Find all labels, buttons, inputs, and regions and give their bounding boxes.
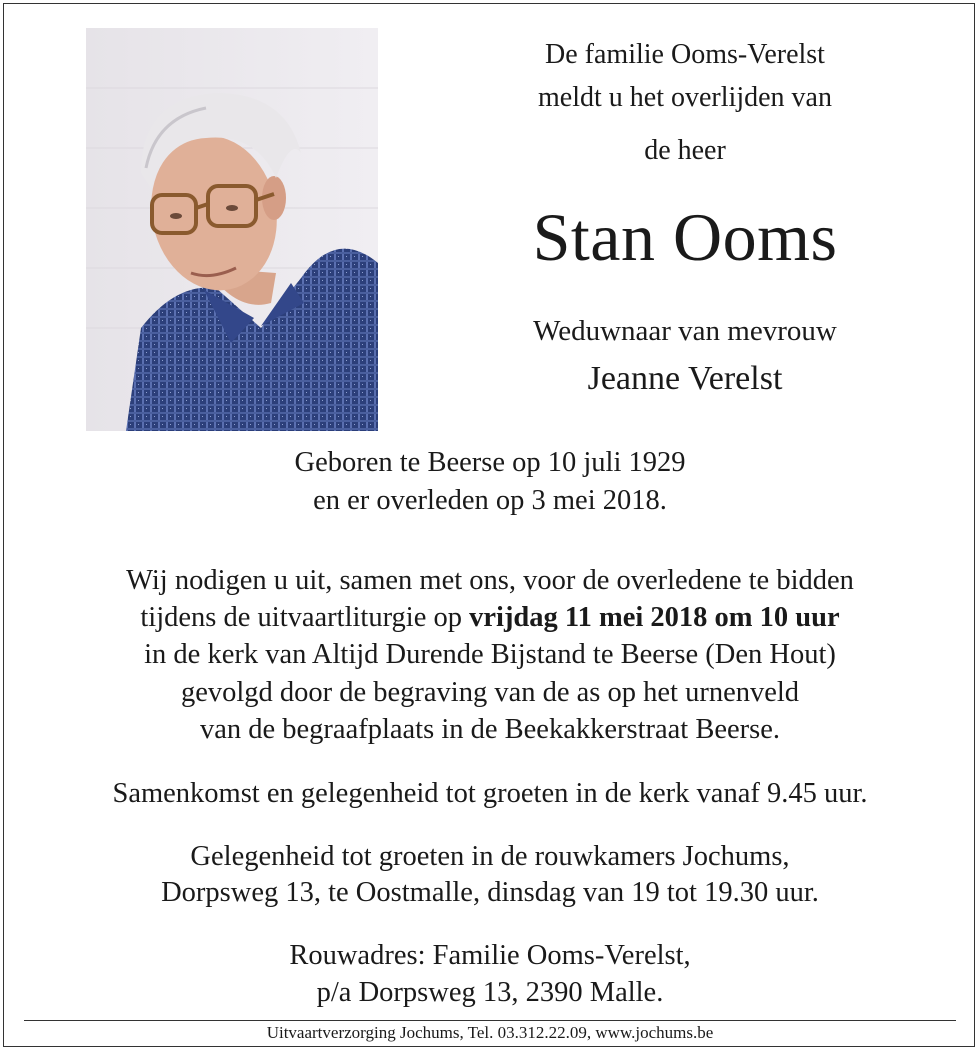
church-line: in de kerk van Altijd Durende Bijstand te Beerse (Den Hout) <box>144 639 836 670</box>
portrait-photo <box>86 28 378 431</box>
visitation-address: Dorpsweg 13, te Oostmalle, dinsdag van 19 tot 19.30 uur. <box>161 877 819 908</box>
death-line: en er overleden op 3 mei 2018. <box>313 485 667 516</box>
liturgy-text: tijdens de uitvaartliturgie op <box>140 602 470 633</box>
mourning-address: p/a Dorpsweg 13, 2390 Malle. <box>316 977 664 1008</box>
mourning-address-line: Rouwadres: Familie Ooms-Verelst, <box>289 940 691 971</box>
gathering-line: Samenkomst en gelegenheid tot groeten in de kerk vanaf 9.45 uur. <box>112 778 868 809</box>
invitation-line: Wij nodigen u uit, samen met ons, voor de overledene te bidden <box>126 565 854 596</box>
burial-line: gevolgd door de begraving van de as op het urnenveld <box>180 677 800 708</box>
liturgy-line <box>0 601 980 635</box>
spouse-name: Jeanne Verelst <box>587 360 783 397</box>
cemetery-line: van de begraafplaats in de Beekakkerstraat Beerse. <box>199 714 780 745</box>
funeral-home-footer: Uitvaartverzorging Jochums, Tel. 03.312.22.09, www.jochums.be <box>266 1023 714 1042</box>
deceased-name: Stan Ooms <box>532 199 838 275</box>
birth-line: Geboren te Beerse op 10 juli 1929 <box>294 447 686 478</box>
family-announcement: De familie Ooms-Verelst <box>545 39 825 70</box>
honorific: de heer <box>644 135 726 166</box>
footer-divider <box>24 1020 956 1021</box>
widower-line: Weduwnaar van mevrouw <box>533 315 837 347</box>
liturgy-datetime: vrijdag 11 mei 2018 om 10 uur <box>469 602 840 633</box>
visitation-line: Gelegenheid tot groeten in de rouwkamers Jochums, <box>190 841 790 872</box>
announcement-line: meldt u het overlijden van <box>538 82 832 113</box>
